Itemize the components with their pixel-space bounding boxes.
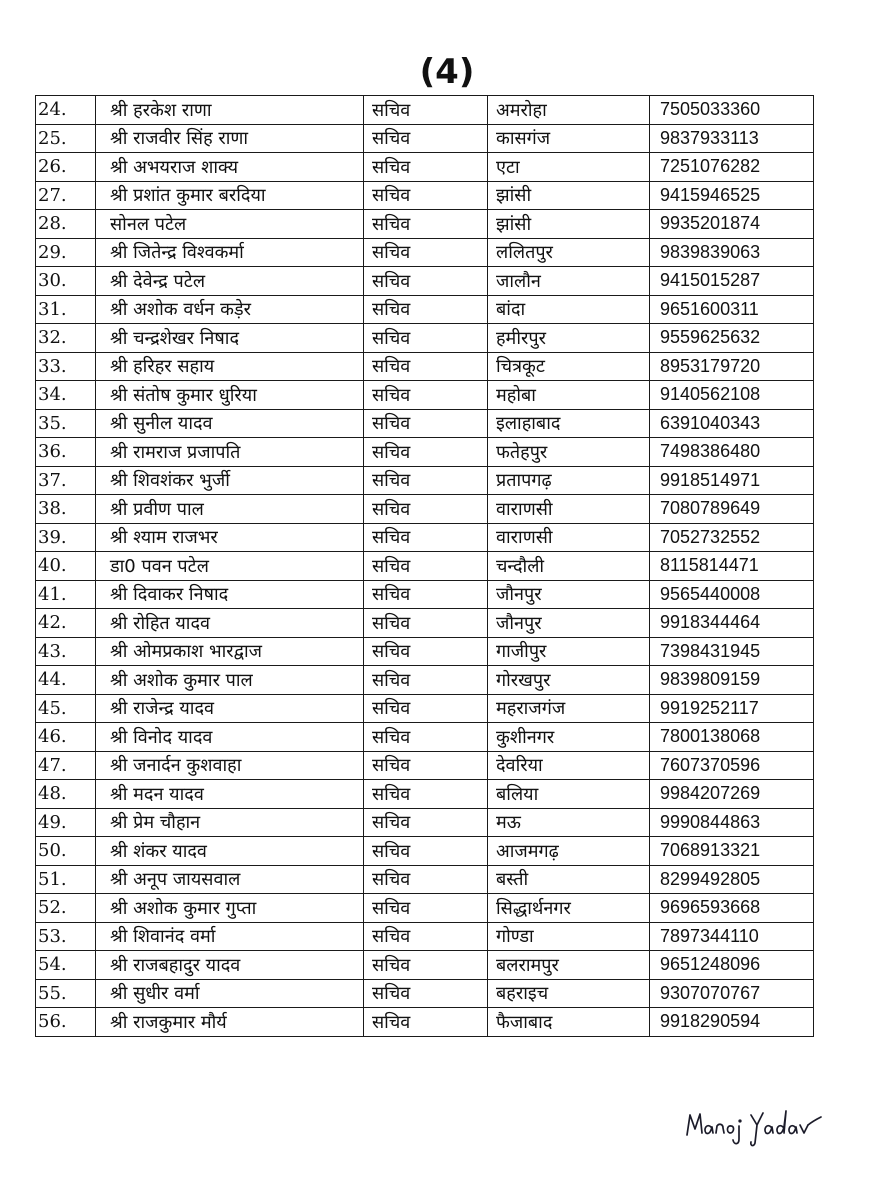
serial-number: 29. <box>36 238 96 267</box>
official-name: श्री राजकुमार मौर्य <box>96 1008 364 1037</box>
official-name: श्री अशोक कुमार पाल <box>96 666 364 695</box>
signature <box>683 1105 843 1153</box>
official-name: श्री सुनील यादव <box>96 409 364 438</box>
serial-number: 39. <box>36 523 96 552</box>
table-row <box>36 780 814 809</box>
serial-number: 52. <box>36 894 96 923</box>
table-row <box>36 267 814 296</box>
phone-number: 7897344110 <box>650 922 814 951</box>
officials-table <box>35 95 814 1037</box>
serial-number: 50. <box>36 837 96 866</box>
designation: सचिव <box>364 181 488 210</box>
table-row <box>36 808 814 837</box>
table-row <box>36 438 814 467</box>
designation: सचिव <box>364 922 488 951</box>
official-name: सोनल पटेल <box>96 210 364 239</box>
official-name: श्री अशोक वर्धन कड़ेर <box>96 295 364 324</box>
official-name: श्री प्रवीण पाल <box>96 495 364 524</box>
district: एटा <box>488 153 650 182</box>
district: मऊ <box>488 808 650 837</box>
table-row <box>36 751 814 780</box>
official-name: श्री श्याम राजभर <box>96 523 364 552</box>
designation: सचिव <box>364 552 488 581</box>
district: कुशीनगर <box>488 723 650 752</box>
serial-number: 33. <box>36 352 96 381</box>
official-name: श्री मदन यादव <box>96 780 364 809</box>
district: झांसी <box>488 210 650 239</box>
district: महराजगंज <box>488 694 650 723</box>
district: बलरामपुर <box>488 951 650 980</box>
serial-number: 43. <box>36 637 96 666</box>
official-name: श्री शिवानंद वर्मा <box>96 922 364 951</box>
district: गोरखपुर <box>488 666 650 695</box>
phone-number: 7505033360 <box>650 96 814 125</box>
table-row <box>36 865 814 894</box>
district: सिद्धार्थनगर <box>488 894 650 923</box>
serial-number: 38. <box>36 495 96 524</box>
official-name: श्री शिवशंकर भुर्जी <box>96 466 364 495</box>
table-row <box>36 324 814 353</box>
serial-number: 55. <box>36 979 96 1008</box>
designation: सचिव <box>364 523 488 552</box>
designation: सचिव <box>364 666 488 695</box>
official-name: श्री अभयराज शाक्य <box>96 153 364 182</box>
designation: सचिव <box>364 267 488 296</box>
phone-number: 9559625632 <box>650 324 814 353</box>
serial-number: 36. <box>36 438 96 467</box>
official-name: श्री विनोद यादव <box>96 723 364 752</box>
serial-number: 51. <box>36 865 96 894</box>
phone-number: 7251076282 <box>650 153 814 182</box>
phone-number: 7052732552 <box>650 523 814 552</box>
district: गाजीपुर <box>488 637 650 666</box>
designation: सचिव <box>364 979 488 1008</box>
district: चित्रकूट <box>488 352 650 381</box>
phone-number: 9984207269 <box>650 780 814 809</box>
designation: सचिव <box>364 409 488 438</box>
official-name: श्री राजवीर सिंह राणा <box>96 124 364 153</box>
phone-number: 9651248096 <box>650 951 814 980</box>
designation: सचिव <box>364 1008 488 1037</box>
serial-number: 48. <box>36 780 96 809</box>
district: देवरिया <box>488 751 650 780</box>
official-name: श्री जनार्दन कुशवाहा <box>96 751 364 780</box>
phone-number: 7080789649 <box>650 495 814 524</box>
designation: सचिव <box>364 780 488 809</box>
district: महोबा <box>488 381 650 410</box>
table-row <box>36 96 814 125</box>
serial-number: 40. <box>36 552 96 581</box>
district: जौनपुर <box>488 580 650 609</box>
serial-number: 37. <box>36 466 96 495</box>
serial-number: 24. <box>36 96 96 125</box>
phone-number: 9415946525 <box>650 181 814 210</box>
official-name: श्री अनूप जायसवाल <box>96 865 364 894</box>
district: वाराणसी <box>488 495 650 524</box>
table-row <box>36 609 814 638</box>
phone-number: 9839809159 <box>650 666 814 695</box>
official-name: श्री संतोष कुमार धुरिया <box>96 381 364 410</box>
official-name: श्री देवेन्द्र पटेल <box>96 267 364 296</box>
table-row <box>36 922 814 951</box>
district: गोण्डा <box>488 922 650 951</box>
phone-number: 7068913321 <box>650 837 814 866</box>
table-row <box>36 124 814 153</box>
official-name: श्री हरिहर सहाय <box>96 352 364 381</box>
phone-number: 9918290594 <box>650 1008 814 1037</box>
table-row <box>36 210 814 239</box>
official-name: डा0 पवन पटेल <box>96 552 364 581</box>
designation: सचिव <box>364 324 488 353</box>
serial-number: 25. <box>36 124 96 153</box>
designation: सचिव <box>364 124 488 153</box>
page-number: (4) <box>419 52 475 92</box>
serial-number: 42. <box>36 609 96 638</box>
designation: सचिव <box>364 808 488 837</box>
phone-number: 9651600311 <box>650 295 814 324</box>
official-name: श्री राजेन्द्र यादव <box>96 694 364 723</box>
serial-number: 32. <box>36 324 96 353</box>
serial-number: 35. <box>36 409 96 438</box>
table-row <box>36 837 814 866</box>
phone-number: 9935201874 <box>650 210 814 239</box>
district: कासगंज <box>488 124 650 153</box>
phone-number: 7800138068 <box>650 723 814 752</box>
official-name: श्री शंकर यादव <box>96 837 364 866</box>
designation: सचिव <box>364 238 488 267</box>
table-row <box>36 951 814 980</box>
phone-number: 9918514971 <box>650 466 814 495</box>
official-name: श्री प्रशांत कुमार बरदिया <box>96 181 364 210</box>
official-name: श्री अशोक कुमार गुप्ता <box>96 894 364 923</box>
table-row <box>36 153 814 182</box>
designation: सचिव <box>364 637 488 666</box>
table-row <box>36 666 814 695</box>
table-row <box>36 466 814 495</box>
district: जालौन <box>488 267 650 296</box>
official-name: श्री दिवाकर निषाद <box>96 580 364 609</box>
official-name: श्री प्रेम चौहान <box>96 808 364 837</box>
official-name: श्री जितेन्द्र विश्वकर्मा <box>96 238 364 267</box>
district: ललितपुर <box>488 238 650 267</box>
serial-number: 53. <box>36 922 96 951</box>
district: इलाहाबाद <box>488 409 650 438</box>
designation: सचिव <box>364 438 488 467</box>
phone-number: 9919252117 <box>650 694 814 723</box>
phone-number: 9837933113 <box>650 124 814 153</box>
phone-number: 8299492805 <box>650 865 814 894</box>
phone-number: 9696593668 <box>650 894 814 923</box>
official-name: श्री सुधीर वर्मा <box>96 979 364 1008</box>
phone-number: 9918344464 <box>650 609 814 638</box>
district: बहराइच <box>488 979 650 1008</box>
table-row <box>36 637 814 666</box>
district: बलिया <box>488 780 650 809</box>
table-row <box>36 1008 814 1037</box>
official-name: श्री रोहित यादव <box>96 609 364 638</box>
designation: सचिव <box>364 894 488 923</box>
designation: सचिव <box>364 694 488 723</box>
table-row <box>36 181 814 210</box>
district: वाराणसी <box>488 523 650 552</box>
serial-number: 26. <box>36 153 96 182</box>
table-row <box>36 352 814 381</box>
designation: सचिव <box>364 381 488 410</box>
serial-number: 47. <box>36 751 96 780</box>
serial-number: 49. <box>36 808 96 837</box>
serial-number: 45. <box>36 694 96 723</box>
designation: सचिव <box>364 609 488 638</box>
official-name: श्री चन्द्रशेखर निषाद <box>96 324 364 353</box>
designation: सचिव <box>364 495 488 524</box>
phone-number: 7607370596 <box>650 751 814 780</box>
designation: सचिव <box>364 951 488 980</box>
phone-number: 7398431945 <box>650 637 814 666</box>
designation: सचिव <box>364 295 488 324</box>
phone-number: 9839839063 <box>650 238 814 267</box>
official-name: श्री राजबहादुर यादव <box>96 951 364 980</box>
phone-number: 9307070767 <box>650 979 814 1008</box>
official-name: श्री हरकेश राणा <box>96 96 364 125</box>
serial-number: 44. <box>36 666 96 695</box>
table-row <box>36 381 814 410</box>
phone-number: 8953179720 <box>650 352 814 381</box>
phone-number: 9990844863 <box>650 808 814 837</box>
table-row <box>36 295 814 324</box>
serial-number: 41. <box>36 580 96 609</box>
designation: सचिव <box>364 723 488 752</box>
serial-number: 31. <box>36 295 96 324</box>
designation: सचिव <box>364 352 488 381</box>
serial-number: 56. <box>36 1008 96 1037</box>
serial-number: 27. <box>36 181 96 210</box>
officials-table-body <box>36 96 814 1037</box>
district: बस्ती <box>488 865 650 894</box>
serial-number: 46. <box>36 723 96 752</box>
table-row <box>36 694 814 723</box>
district: प्रतापगढ़ <box>488 466 650 495</box>
designation: सचिव <box>364 837 488 866</box>
serial-number: 28. <box>36 210 96 239</box>
phone-number: 8115814471 <box>650 552 814 581</box>
table-row <box>36 894 814 923</box>
serial-number: 30. <box>36 267 96 296</box>
designation: सचिव <box>364 210 488 239</box>
district: फतेहपुर <box>488 438 650 467</box>
table-row <box>36 979 814 1008</box>
table-row <box>36 723 814 752</box>
district: चन्दौली <box>488 552 650 581</box>
table-row <box>36 495 814 524</box>
designation: सचिव <box>364 580 488 609</box>
table-row <box>36 238 814 267</box>
district: हमीरपुर <box>488 324 650 353</box>
official-name: श्री ओमप्रकाश भारद्वाज <box>96 637 364 666</box>
designation: सचिव <box>364 751 488 780</box>
phone-number: 9565440008 <box>650 580 814 609</box>
phone-number: 6391040343 <box>650 409 814 438</box>
designation: सचिव <box>364 865 488 894</box>
district: फैजाबाद <box>488 1008 650 1037</box>
table-row <box>36 409 814 438</box>
designation: सचिव <box>364 466 488 495</box>
designation: सचिव <box>364 96 488 125</box>
district: बांदा <box>488 295 650 324</box>
serial-number: 54. <box>36 951 96 980</box>
serial-number: 34. <box>36 381 96 410</box>
table-row <box>36 552 814 581</box>
phone-number: 7498386480 <box>650 438 814 467</box>
district: अमरोहा <box>488 96 650 125</box>
district: आजमगढ़ <box>488 837 650 866</box>
official-name: श्री रामराज प्रजापति <box>96 438 364 467</box>
phone-number: 9140562108 <box>650 381 814 410</box>
district: झांसी <box>488 181 650 210</box>
designation: सचिव <box>364 153 488 182</box>
district: जौनपुर <box>488 609 650 638</box>
table-row <box>36 523 814 552</box>
phone-number: 9415015287 <box>650 267 814 296</box>
table-row <box>36 580 814 609</box>
